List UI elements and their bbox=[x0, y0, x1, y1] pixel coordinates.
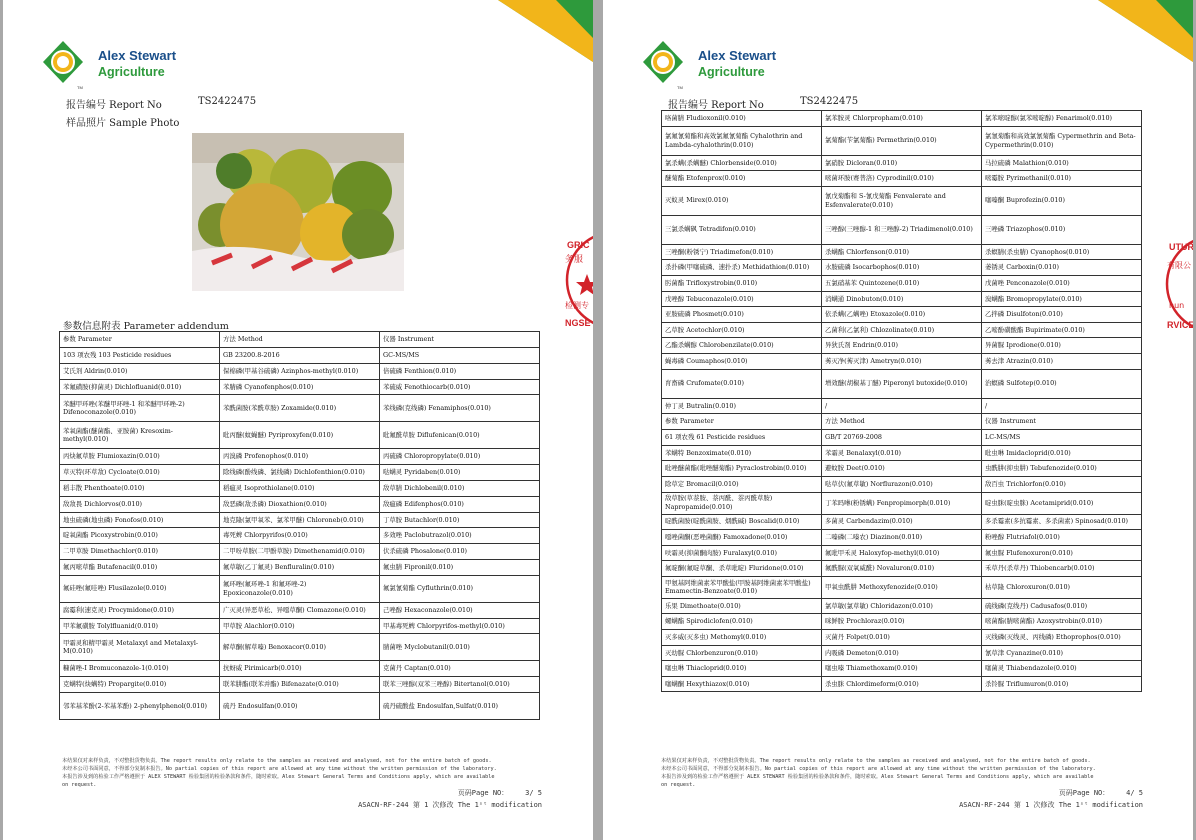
table-row bbox=[662, 476, 1142, 492]
table-cell: 莠去津 Atrazin(0.010) bbox=[982, 353, 1142, 369]
table-cell: 苯霜灵 Benalaxyl(0.010) bbox=[822, 445, 982, 461]
table-cell: 氟草敏(乙丁氟灵) Benfluralin(0.010) bbox=[220, 559, 380, 575]
table-cell: 仪器 Instrument bbox=[380, 332, 540, 348]
table-cell: 戊唑醇 Tebuconazole(0.010) bbox=[662, 291, 822, 307]
table-row bbox=[662, 598, 1142, 614]
table-row bbox=[662, 445, 1142, 461]
table-cell: 蝇毒磷 Coumaphos(0.010) bbox=[662, 353, 822, 369]
corner-triangle-decoration bbox=[1098, 0, 1193, 62]
table-cell: 乙草胺 Acetochlor(0.010) bbox=[662, 322, 822, 338]
table-cell: 硫丹硫酸盐 Endosulfan,Sulfat(0.010) bbox=[380, 692, 540, 719]
table-row bbox=[662, 561, 1142, 577]
table-cell: 杀螟腈(杀虫腈) Cyanophos(0.010) bbox=[982, 244, 1142, 260]
table-row bbox=[60, 692, 540, 719]
table-cell: 三唑醇(三唑醇-1 和三唑醇-2) Triadimenol(0.010) bbox=[822, 215, 982, 244]
table-cell: 禾草丹(杀草丹) Thiobencarb(0.010) bbox=[982, 561, 1142, 577]
report-page-3 bbox=[3, 0, 593, 840]
table-cell: 多效唑 Paclobutrazol(0.010) bbox=[380, 528, 540, 544]
table-cell: 氯苯胺灵 Chlorpropham(0.010) bbox=[822, 111, 982, 127]
table-cell: 哒螨灵 Pyridaben(0.010) bbox=[380, 465, 540, 481]
table-cell: 61 项农残 61 Pesticide residues bbox=[662, 430, 822, 446]
table-cell: 啶酰菌胺(啶酰菌胺、烟酰碱) Boscalid(0.010) bbox=[662, 514, 822, 530]
table-cell: 萎锈灵 Carboxin(0.010) bbox=[982, 260, 1142, 276]
table-cell: 广灭灵(异恶草松、异噁草酮) Clomazone(0.010) bbox=[220, 602, 380, 618]
table-header-cell: 参数 Parameter bbox=[662, 414, 822, 430]
table-cell: 溴螨酯 Bromopropylate(0.010) bbox=[982, 291, 1142, 307]
table-row bbox=[662, 576, 1142, 598]
table-row bbox=[662, 492, 1142, 514]
table-cell: 枯草隆 Chloroxuron(0.010) bbox=[982, 576, 1142, 598]
table-cell: 己唑醇 Hexaconazole(0.010) bbox=[380, 602, 540, 618]
svg-text:有限公: 有限公 bbox=[1167, 261, 1191, 270]
table-cell: 氯苯嘧啶醇(氯苯嘧啶醇) Fenarimol(0.010) bbox=[982, 111, 1142, 127]
table-cell: 灭菌丹 Folpet(0.010) bbox=[822, 630, 982, 646]
table-cell: 抗蚜威 Pirimicarb(0.010) bbox=[220, 661, 380, 677]
table-cell: 马拉硫磷 Malathion(0.010) bbox=[982, 155, 1142, 171]
table-cell: 啶虫脒(啶虫脒) Acetamiprid(0.010) bbox=[982, 492, 1142, 514]
table-row bbox=[662, 530, 1142, 546]
table-cell: / bbox=[982, 398, 1142, 414]
alex-stewart-logo bbox=[41, 38, 201, 90]
page-number-p2: 页码Page NO： 4/ 5 ASACN-RF-244 第 1 次修改 The 1ˢᵗ modification bbox=[959, 789, 1143, 809]
table-cell: 嘧霉胺 Pyrimethanil(0.010) bbox=[982, 171, 1142, 187]
table-row bbox=[60, 496, 540, 512]
table-cell: 三唑磷 Triazophos(0.010) bbox=[982, 215, 1142, 244]
red-seal-stamp bbox=[1163, 232, 1193, 336]
table-cell: 甲氨基阿维菌素苯甲酸盐(甲胺基阿维菌素苯甲酸盐) Emamectin-Benzoate(0.010) bbox=[662, 576, 822, 598]
table-cell: 三唑酮(粉锈宁) Triadimefon(0.010) bbox=[662, 244, 822, 260]
svg-text:务服: 务服 bbox=[565, 255, 584, 265]
table-cell: 粉唑醇 Flutriafol(0.010) bbox=[982, 530, 1142, 546]
table-cell: 克螨特(炔螨特) Propargite(0.010) bbox=[60, 677, 220, 693]
table-cell: 多杀霉素(多抗霉素、多杀菌素) Spinosad(0.010) bbox=[982, 514, 1142, 530]
table-cell: 氟虫脲 Flufenoxuron(0.010) bbox=[982, 545, 1142, 561]
table-cell: 治螟磷 Sulfotep(0.010) bbox=[982, 369, 1142, 398]
table-cell: 螺螨酯 Spirodiclofen(0.010) bbox=[662, 614, 822, 630]
table-cell: 内吸磷 Demeton(0.010) bbox=[822, 645, 982, 661]
table-cell: 噻菌灵 Thiabendazole(0.010) bbox=[982, 661, 1142, 677]
table-cell: 氟氯氰菊酯 Cyfluthrin(0.010) bbox=[380, 575, 540, 602]
table-row bbox=[662, 461, 1142, 477]
table-row bbox=[662, 126, 1142, 155]
table-cell: 杀铃脲 Triflumuron(0.010) bbox=[982, 676, 1142, 692]
table-cell: 敌草腈 Dichlobenil(0.010) bbox=[380, 480, 540, 496]
table-cell: 氯菊酯(苄氯菊酯) Permethrin(0.010) bbox=[822, 126, 982, 155]
table-cell: 解草酮(解草嗪) Benoxacor(0.010) bbox=[220, 634, 380, 661]
table-cell: 噁唑菌酮(恶唑菌酮) Famoxadone(0.010) bbox=[662, 530, 822, 546]
table-row bbox=[662, 155, 1142, 171]
table-cell: 邻苯基苯酚(2-苯基苯酚) 2-phenylphenol(0.010) bbox=[60, 692, 220, 719]
table-row bbox=[60, 575, 540, 602]
table-header-cell: 方法 Method bbox=[822, 414, 982, 430]
table-cell: 甲氧虫酰肼 Methoxyfenozide(0.010) bbox=[822, 576, 982, 598]
svg-text:TM: TM bbox=[677, 85, 683, 90]
table-row bbox=[662, 614, 1142, 630]
table-cell: 敌恶磷(敌杀磷) Dioxathion(0.010) bbox=[220, 496, 380, 512]
table-row bbox=[662, 353, 1142, 369]
table-cell: 苯醚甲环唑(苯醚甲环唑-1 和苯醚甲环唑-2) Difenoconazole(0.010) bbox=[60, 395, 220, 422]
table-row bbox=[60, 677, 540, 693]
table-cell: 五氯硝基苯 Quintozene(0.010) bbox=[822, 275, 982, 291]
table-cell: 氟环唑(氟环唑-1 和氟环唑-2) Epoxiconazole(0.010) bbox=[220, 575, 380, 602]
table-cell: 嘧菌酯(腈嘧菌酯) Azoxystrobin(0.010) bbox=[982, 614, 1142, 630]
table-cell: 丁苯吗啉(粉锈螨) Fenpropimorph(0.010) bbox=[822, 492, 982, 514]
svg-text:RVICE: RVICE bbox=[1167, 320, 1195, 330]
svg-text:检测专: 检测专 bbox=[565, 301, 589, 310]
table-cell: 增效醚(胡椒基丁醚) Piperonyl butoxide(0.010) bbox=[822, 369, 982, 398]
table-cell: 多菌灵 Carbendazim(0.010) bbox=[822, 514, 982, 530]
table-cell: 醚菊酯 Etofenprox(0.010) bbox=[662, 171, 822, 187]
table-row bbox=[662, 307, 1142, 323]
svg-text:Agriculture: Agriculture bbox=[98, 65, 165, 79]
table-row bbox=[60, 422, 540, 449]
table-cell: 水胺硫磷 Isocarbophos(0.010) bbox=[822, 260, 982, 276]
table-row bbox=[662, 545, 1142, 561]
table-cell: 氟酰脲(双氧威酰) Novaluron(0.010) bbox=[822, 561, 982, 577]
disclaimer-footer-p2: 本结果仅对来样负责，不对整批货物负责。The report results only relate to the samples as received and analysed, not for the entire batch of goods. 未经本公司书面同意，不得部分复制本报告。No partial copies of this report are allowed at any time without the written permission of the laboratory. 本报告涉及到的检验工作严格遵照于 ALEX STEWART 检验集团的检验条款和条件，随时索取。Alex Stewart General Terms and Conditions apply, which are available on request. bbox=[661, 758, 1096, 789]
table-cell: 保棉磷(甲基谷硫磷) Azinphos-methyl(0.010) bbox=[220, 363, 380, 379]
table-cell: 嘧菌环胺(赛普洛) Cyprodinil(0.010) bbox=[822, 171, 982, 187]
sample-photo-label: 样品照片 Sample Photo bbox=[66, 118, 180, 129]
svg-text:Alex Stewart: Alex Stewart bbox=[698, 48, 777, 63]
table-cell: 虫酰肼(抑虫肼) Tebufenozide(0.010) bbox=[982, 461, 1142, 477]
table-cell: 吡虫啉 Imidacloprid(0.010) bbox=[982, 445, 1142, 461]
table-row bbox=[60, 332, 540, 348]
table-cell: 啶氧菌酯 Picoxystrobin(0.010) bbox=[60, 528, 220, 544]
table-row bbox=[60, 395, 540, 422]
table-cell: 噻虫嗪 Thiamethoxam(0.010) bbox=[822, 661, 982, 677]
table-cell: 苯腈磷 Cyanofenphos(0.010) bbox=[220, 379, 380, 395]
table-cell: 腈菌唑 Myclobutanil(0.010) bbox=[380, 634, 540, 661]
red-seal-stamp bbox=[563, 228, 593, 332]
table-cell: 仲丁灵 Butralin(0.010) bbox=[662, 398, 822, 414]
table-cell: 氯氰菊酯和高效氯氰菊酯 Cypermethrin and Beta-Cypermethrin(0.010) bbox=[982, 126, 1142, 155]
table-row bbox=[662, 111, 1142, 127]
table-cell: 莠灭净(莠灭津) Ametryn(0.010) bbox=[822, 353, 982, 369]
table-cell: 咪鲜胺 Prochloraz(0.010) bbox=[822, 614, 982, 630]
table-row bbox=[662, 661, 1142, 677]
table-cell: 灭蚁灵 Mirex(0.010) bbox=[662, 186, 822, 215]
table-row bbox=[662, 369, 1142, 398]
table-cell: 联苯三唑醇(双苯三唑醇) Bitertanol(0.010) bbox=[380, 677, 540, 693]
table-row bbox=[60, 661, 540, 677]
table-row bbox=[662, 514, 1142, 530]
table-cell: 杀扑磷(甲噻硫磷、速扑杀) Methidathion(0.010) bbox=[662, 260, 822, 276]
table-cell: 丙溴磷 Profenophos(0.010) bbox=[220, 449, 380, 465]
svg-text:NGSE: NGSE bbox=[565, 318, 591, 328]
table-cell: 除草定 Bromacil(0.010) bbox=[662, 476, 822, 492]
table-header-cell: 仪器 Instrument bbox=[982, 414, 1142, 430]
report-no-label: 报告编号 Report No bbox=[668, 100, 764, 111]
table-cell: 依杀螨(乙螨唑) Etoxazole(0.010) bbox=[822, 307, 982, 323]
table-cell: 氰戊菊酯和 S-氰戊菊酯 Fenvalerate and Esfenvalerate(0.010) bbox=[822, 186, 982, 215]
addendum-title: 参数信息附表 Parameter addendum bbox=[63, 321, 229, 332]
page-number-p1: 页码Page NO： 3/ 5 ASACN-RF-244 第 1 次修改 The 1ˢᵗ modification bbox=[358, 789, 542, 809]
table-cell: 乐果 Dimethoate(0.010) bbox=[662, 598, 822, 614]
table-cell: / bbox=[822, 398, 982, 414]
table-cell: 除线磷(酚线磷、氯线磷) Dichlofenthion(0.010) bbox=[220, 465, 380, 481]
table-cell: 地克隆(氯甲氧苯、氯苯甲醚) Chloroneb(0.010) bbox=[220, 512, 380, 528]
svg-text:TM: TM bbox=[77, 85, 83, 90]
table-cell: 氰草津 Cyanazine(0.010) bbox=[982, 645, 1142, 661]
table-cell: 苯氧菌酯(醚菌酯、亚胺菌) Kresoxim-methyl(0.010) bbox=[60, 422, 220, 449]
table-cell: 戊菌唑 Penconazole(0.010) bbox=[982, 275, 1142, 291]
table-cell: 苯硫威 Fenothiocarb(0.010) bbox=[380, 379, 540, 395]
table-row bbox=[662, 338, 1142, 354]
table-row bbox=[662, 186, 1142, 215]
table-row bbox=[60, 379, 540, 395]
table-cell: 哒草伏(氟草敏) Norflurazon(0.010) bbox=[822, 476, 982, 492]
table-row bbox=[60, 512, 540, 528]
table-cell: 灭线磷(灭线灵、丙线磷) Ethoprophos(0.010) bbox=[982, 630, 1142, 646]
table-cell: GB 23200.8-2016 bbox=[220, 348, 380, 364]
disclaimer-footer-p1: 本结果仅对来样负责，不对整批货物负责。The report results only relate to the samples as received and analysed, not for the entire batch of goods. 未经本公司书面同意，不得部分复制本报告。No partial copies of this report are allowed at any time without the written permission of the laboratory. 本报告涉及到的检验工作严格遵照于 ALEX STEWART 检验集团的检验条款和条件，随时索取。Alex Stewart General Terms and Conditions apply, which are available on request. bbox=[62, 758, 497, 789]
table-cell: 敌瘟磷 Edifenphos(0.010) bbox=[380, 496, 540, 512]
table-cell: 毒死蜱 Chlorpyrifos(0.010) bbox=[220, 528, 380, 544]
svg-text:Alex Stewart: Alex Stewart bbox=[98, 48, 177, 63]
report-no-value: TS2422475 bbox=[198, 96, 257, 107]
table-cell: 噻虫啉 Thiacloprid(0.010) bbox=[662, 661, 822, 677]
table-cell: 甲基毒死蜱 Chlorpyrifos-methyl(0.010) bbox=[380, 618, 540, 634]
table-cell: 丙炔氟草胺 Flumioxazin(0.010) bbox=[60, 449, 220, 465]
table-cell: 噻嗪酮 Buprofezin(0.010) bbox=[982, 186, 1142, 215]
table-row bbox=[60, 634, 540, 661]
table-cell: 氟硅唑(氟哇唑) Flusilazole(0.010) bbox=[60, 575, 220, 602]
table-cell: 苯氟磺胺(抑菌灵) Dichlofluanid(0.010) bbox=[60, 379, 220, 395]
table-row bbox=[662, 676, 1142, 692]
table-cell: 硫丹 Endosulfan(0.010) bbox=[220, 692, 380, 719]
table-cell: 乙拌磷 Disulfoton(0.010) bbox=[982, 307, 1142, 323]
table-cell: 杀螨酯 Chlorfenson(0.010) bbox=[822, 244, 982, 260]
table-row bbox=[60, 559, 540, 575]
table-cell: 腐霉利(速克灵) Procymidone(0.010) bbox=[60, 602, 220, 618]
table-row bbox=[662, 171, 1142, 187]
table-cell: 氟吡甲禾灵 Haloxyfop-methyl(0.010) bbox=[822, 545, 982, 561]
table-row bbox=[662, 275, 1142, 291]
table-cell: 二甲吩草胺(二甲酚草胺) Dimethenamid(0.010) bbox=[220, 544, 380, 560]
svg-text:Agriculture: Agriculture bbox=[698, 65, 765, 79]
table-cell: 草灭特(环草敌) Cycloate(0.010) bbox=[60, 465, 220, 481]
table-cell: 糠菌唑-I Bromuconazole-1(0.010) bbox=[60, 661, 220, 677]
table-cell: 避蚊胺 Deet(0.010) bbox=[822, 461, 982, 477]
table-header-row bbox=[662, 414, 1142, 430]
table-cell: 消螨通 Dinobuton(0.010) bbox=[822, 291, 982, 307]
table-cell: 丙硫磷 Chloropropylate(0.010) bbox=[380, 449, 540, 465]
table-cell: 乙菌利(乙氯利) Chlozolinate(0.010) bbox=[822, 322, 982, 338]
table-row bbox=[662, 430, 1142, 446]
table-cell: 育畜磷 Crufomate(0.010) bbox=[662, 369, 822, 398]
table-row bbox=[662, 260, 1142, 276]
table-cell: 联苯肼酯(联苯并酯) Bifenazate(0.010) bbox=[220, 677, 380, 693]
table-cell: 甲霜灵和精甲霜灵 Metalaxyl and Metalaxyl-M(0.010) bbox=[60, 634, 220, 661]
table-cell: 二嗪磷(二嗪农) Diazinon(0.010) bbox=[822, 530, 982, 546]
table-cell: 灭幼脲 Chlorbenzuron(0.010) bbox=[662, 645, 822, 661]
table-cell: 氯氟氰菊酯和高效氯氟氰菊酯 Cyhalothrin and Lambda-cyhalothrin(0.010) bbox=[662, 126, 822, 155]
svg-text:GRIC: GRIC bbox=[567, 240, 590, 250]
table-cell: 苯酰菌胺(苯酰草胺) Zoxamide(0.010) bbox=[220, 395, 380, 422]
table-cell: 丁草胺 Butachlor(0.010) bbox=[380, 512, 540, 528]
table-cell: 氯杀螨(杀螨醚) Chlorbenside(0.010) bbox=[662, 155, 822, 171]
table-cell: 氯草敏(氯草敏) Chloridazon(0.010) bbox=[822, 598, 982, 614]
table-cell: 参数 Parameter bbox=[60, 332, 220, 348]
table-cell: 苯线磷(克线磷) Fenamiphos(0.010) bbox=[380, 395, 540, 422]
table-cell: 氟丙嘧草酯 Butafenacil(0.010) bbox=[60, 559, 220, 575]
table-cell: 杀虫脒 Chlordimeform(0.010) bbox=[822, 676, 982, 692]
table-row bbox=[60, 480, 540, 496]
table-row bbox=[662, 322, 1142, 338]
table-cell: 甲草胺 Alachlor(0.010) bbox=[220, 618, 380, 634]
table-cell: 稻丰散 Phenthoate(0.010) bbox=[60, 480, 220, 496]
table-cell: 吡氟酰草胺 Diflufenican(0.010) bbox=[380, 422, 540, 449]
table-cell: 呋霜灵(抑菌酮肉胺) Furalaxyl(0.010) bbox=[662, 545, 822, 561]
table-row bbox=[60, 528, 540, 544]
table-row bbox=[60, 618, 540, 634]
table-cell: LC-MS/MS bbox=[982, 430, 1142, 446]
corner-triangle-decoration bbox=[498, 0, 593, 62]
table-row bbox=[662, 291, 1142, 307]
report-no-value: TS2422475 bbox=[800, 96, 859, 107]
table-cell: 氟啶酮(氟啶草酮、杀草吡啶) Fluridone(0.010) bbox=[662, 561, 822, 577]
table-row bbox=[662, 215, 1142, 244]
table-row bbox=[60, 363, 540, 379]
alex-stewart-logo bbox=[641, 38, 801, 90]
table-cell: 伏杀硫磷 Phosalone(0.010) bbox=[380, 544, 540, 560]
table-cell: 硫线磷(克线丹) Cadusafos(0.010) bbox=[982, 598, 1142, 614]
table-cell: 三氯杀螨砜 Tetradifon(0.010) bbox=[662, 215, 822, 244]
table-row bbox=[662, 630, 1142, 646]
report-page-4 bbox=[603, 0, 1193, 840]
table-row bbox=[60, 348, 540, 364]
table-cell: 敌敌畏 Dichlorvos(0.010) bbox=[60, 496, 220, 512]
table-cell: 地虫硫磷(地虫磷) Fonofos(0.010) bbox=[60, 512, 220, 528]
table-cell: 乙嘧酚磺酸酯 Bupirimate(0.010) bbox=[982, 322, 1142, 338]
table-cell: 稻瘟灵 Isoprothiolane(0.010) bbox=[220, 480, 380, 496]
table-row bbox=[60, 602, 540, 618]
table-cell: 灭多威(灭多虫) Methomyl(0.010) bbox=[662, 630, 822, 646]
table-cell: 咯菌腈 Fludioxonil(0.010) bbox=[662, 111, 822, 127]
table-row bbox=[60, 465, 540, 481]
table-cell: 倍硫磷 Fenthion(0.010) bbox=[380, 363, 540, 379]
table-row bbox=[662, 244, 1142, 260]
table-row bbox=[60, 544, 540, 560]
table-cell: 吡唑醚菌酯(吡唑醚菊酯) Pyraclostrobin(0.010) bbox=[662, 461, 822, 477]
table-cell: 异狄氏剂 Endrin(0.010) bbox=[822, 338, 982, 354]
table-cell: 肟菌酯 Trifloxystrobin(0.010) bbox=[662, 275, 822, 291]
svg-text:UTUR: UTUR bbox=[1169, 242, 1194, 252]
table-cell: 克菌丹 Captan(0.010) bbox=[380, 661, 540, 677]
table-row bbox=[60, 449, 540, 465]
table-cell: 乙酯杀螨醇 Chlorobenzilate(0.010) bbox=[662, 338, 822, 354]
table-cell: 异菌脲 Iprodione(0.010) bbox=[982, 338, 1142, 354]
table-cell: 敌草胺(草萘胺、萘丙酰、萘丙酰草胺) Napropamide(0.010) bbox=[662, 492, 822, 514]
table-cell: 苯螨特 Benzoximate(0.010) bbox=[662, 445, 822, 461]
sample-photo bbox=[192, 133, 404, 291]
table-cell: 氟虫腈 Fipronil(0.010) bbox=[380, 559, 540, 575]
table-cell: GB/T 20769-2008 bbox=[822, 430, 982, 446]
table-cell: 方法 Method bbox=[220, 332, 380, 348]
report-no-label: 报告编号 Report No bbox=[66, 100, 162, 111]
table-cell: 甲苯氟磺胺 Tolylfluanid(0.010) bbox=[60, 618, 220, 634]
parameter-table-p2 bbox=[661, 110, 1142, 692]
table-cell: GC-MS/MS bbox=[380, 348, 540, 364]
table-cell: 亚胺硫磷 Phosmet(0.010) bbox=[662, 307, 822, 323]
parameter-table-p1 bbox=[59, 331, 540, 720]
table-cell: 氯硝胺 Dicloran(0.010) bbox=[822, 155, 982, 171]
table-cell: 艾氏剂 Aldrin(0.010) bbox=[60, 363, 220, 379]
table-row bbox=[662, 645, 1142, 661]
table-cell: 103 项农残 103 Pesticide residues bbox=[60, 348, 220, 364]
table-cell: 吡丙醚(蚊蝇醚) Pyriproxyfen(0.010) bbox=[220, 422, 380, 449]
table-cell: 敌百虫 Trichlorfon(0.010) bbox=[982, 476, 1142, 492]
table-cell: 噻螨酮 Hexythiazox(0.010) bbox=[662, 676, 822, 692]
table-cell: 二甲草胺 Dimethachlor(0.010) bbox=[60, 544, 220, 560]
table-row bbox=[662, 398, 1142, 414]
svg-text:hun: hun bbox=[1169, 301, 1185, 310]
